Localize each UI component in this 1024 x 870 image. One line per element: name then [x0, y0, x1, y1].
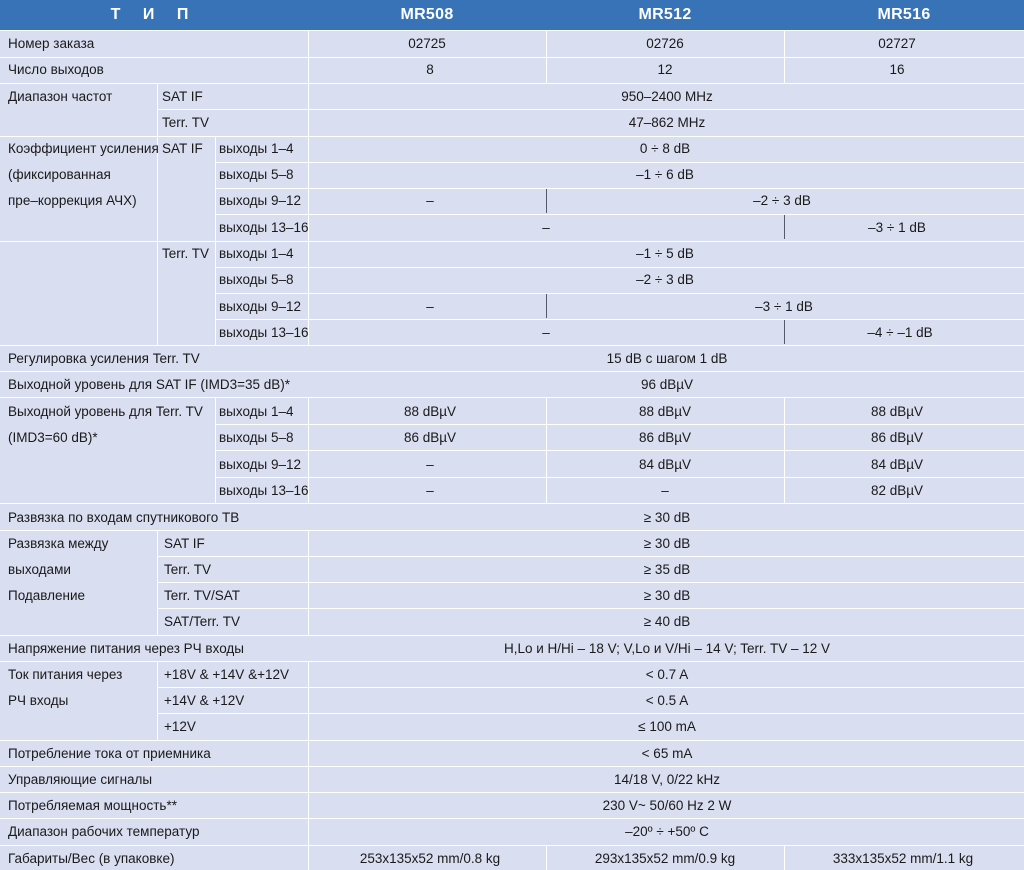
grid-line: [0, 397, 1024, 398]
row-label-gain-regulation: Регулировка усиления Terr. TV: [8, 351, 200, 366]
cell-dimensions-mr508: 253x135x52 mm/0.8 kg: [359, 851, 501, 866]
cell-output-terr-mr508: 88 dBµV: [403, 404, 457, 419]
grid-line: [308, 530, 309, 635]
grid-line: [215, 319, 1024, 320]
grid-line: [157, 241, 158, 345]
row-label-order: Номер заказа: [8, 36, 95, 51]
row-label-output-level-sat: Выходной уровень для SAT IF (IMD3=35 dB)*: [8, 377, 291, 392]
sub-label-outputs: выходы 5–8: [219, 167, 294, 182]
grid-line: [0, 635, 1024, 636]
grid-line: [308, 136, 309, 345]
cell-output-terr-mr512: 88 dBµV: [638, 404, 692, 419]
cell-supply-current-2: < 0.5 A: [645, 693, 689, 708]
row-label-supply-voltage: Напряжение питания через РЧ входы: [8, 641, 244, 656]
cell-output-terr-mr516: 84 dBµV: [870, 457, 924, 472]
header-model-mr508: MR508: [400, 6, 454, 23]
row-label-output-level-terr: Выходной уровень для Terr. TV: [8, 404, 203, 419]
grid-line: [157, 713, 1024, 714]
sub-label-terr-tv: Terr. TV: [164, 562, 212, 577]
cell-isolation-sat: ≥ 30 dB: [643, 510, 691, 525]
sub-label-sat-if: SAT IF: [164, 536, 205, 551]
row-label-isolation-sat: Развязка по входам спутникового ТВ: [8, 510, 240, 525]
grid-line: [0, 818, 1024, 819]
sub-label-voltage: +18V & +14V &+12V: [164, 667, 289, 682]
cell-isolation-out-terr: ≥ 35 dB: [643, 562, 691, 577]
grid-line: [308, 845, 309, 870]
cell-freq-terr: 47–862 MHz: [628, 115, 706, 130]
cell-freq-sat: 950–2400 MHz: [621, 89, 713, 104]
cell-gain-terr: –1 ÷ 5 dB: [636, 246, 694, 261]
sub-label-terr-tv: Terr. TV: [162, 246, 210, 261]
cell-receiver-current: < 65 mA: [641, 746, 693, 761]
grid-line: [546, 294, 547, 318]
cell-output-terr-mr516: 88 dBµV: [870, 404, 924, 419]
cell-gain-sat: 0 ÷ 8 dB: [639, 141, 691, 156]
sub-label-outputs: выходы 13–16: [219, 325, 309, 340]
cell-output-terr-mr512: 84 dBµV: [638, 457, 692, 472]
grid-line: [0, 766, 1024, 767]
grid-line: [215, 267, 1024, 268]
grid-line: [308, 740, 309, 845]
row-label-isolation-outputs: Развязка между: [8, 536, 109, 551]
grid-line: [784, 320, 785, 344]
sub-label-outputs: выходы 5–8: [219, 430, 294, 445]
sub-label-outputs: выходы 9–12: [219, 193, 302, 208]
cell-order-mr508: 02725: [408, 36, 446, 51]
row-label-power: Потребляемая мощность**: [8, 798, 177, 813]
row-label-gain: (фиксированная: [8, 167, 111, 182]
grid-line: [0, 83, 1024, 84]
cell-gain-terr: –: [542, 325, 550, 340]
row-label-output-level-terr: (IMD3=60 dB)*: [8, 430, 98, 445]
row-label-supply-current: РЧ входы: [8, 693, 69, 708]
grid-line: [0, 345, 1024, 346]
cell-output-terr-mr516: 82 dBµV: [870, 483, 924, 498]
grid-line: [0, 792, 1024, 793]
grid-line: [215, 188, 1024, 189]
cell-order-mr516: 02727: [878, 36, 916, 51]
cell-outputs-mr516: 16: [889, 62, 905, 77]
header-model-mr516: MR516: [877, 6, 931, 23]
cell-outputs-mr512: 12: [657, 62, 673, 77]
grid-line: [784, 845, 785, 870]
grid-line: [157, 608, 1024, 609]
cell-supply-voltage: H,Lo и H/Hi – 18 V; V,Lo и V/Hi – 14 V; Terr. TV – 12 V: [504, 641, 830, 656]
grid-line: [215, 397, 216, 503]
sub-label-outputs: выходы 13–16: [219, 483, 309, 498]
grid-line: [0, 740, 1024, 741]
header-type: Т И П: [110, 6, 198, 23]
sub-label-outputs: выходы 5–8: [219, 272, 294, 287]
cell-supply-current-3: ≤ 100 mA: [638, 719, 696, 734]
grid-line: [157, 83, 158, 241]
grid-line: [215, 450, 1024, 451]
row-label-isolation-outputs: выходами: [8, 562, 71, 577]
table-header: [0, 0, 1024, 30]
grid-line: [157, 109, 1024, 110]
grid-line: [0, 136, 1024, 137]
sub-label-terr-tv: Terr. TV: [162, 115, 210, 130]
cell-outputs-mr508: 8: [426, 62, 434, 77]
grid-line: [546, 845, 547, 870]
grid-line: [215, 477, 1024, 478]
cell-gain-sat: –3 ÷ 1 dB: [868, 220, 926, 235]
grid-line: [157, 530, 158, 635]
cell-gain-terr: –: [426, 299, 434, 314]
sub-label-outputs: выходы 9–12: [219, 299, 302, 314]
sub-label-outputs: выходы 1–4: [219, 404, 294, 419]
sub-label-voltage: +12V: [164, 719, 196, 734]
sub-label-terr-sat: Terr. TV/SAT: [164, 588, 241, 603]
row-label-gain: Коэффициент усиления: [8, 141, 159, 156]
cell-gain-terr: –3 ÷ 1 dB: [755, 299, 813, 314]
cell-gain-sat: –2 ÷ 3 dB: [753, 193, 811, 208]
row-label-suppression: Подавление: [8, 588, 86, 603]
sub-label-outputs: выходы 1–4: [219, 141, 294, 156]
grid-line: [0, 57, 1024, 58]
grid-line: [546, 397, 547, 503]
grid-line: [0, 530, 1024, 531]
grid-line: [215, 162, 1024, 163]
grid-line: [784, 30, 785, 83]
sub-label-outputs: выходы 9–12: [219, 457, 302, 472]
grid-line: [0, 30, 1024, 31]
grid-line: [157, 582, 1024, 583]
cell-output-terr-mr512: 86 dBµV: [638, 430, 692, 445]
header-model-mr512: MR512: [638, 6, 692, 23]
sub-label-voltage: +14V & +12V: [164, 693, 245, 708]
sub-label-outputs: выходы 1–4: [219, 246, 294, 261]
cell-suppression-2: ≥ 40 dB: [643, 614, 691, 629]
grid-line: [215, 136, 216, 345]
row-label-receiver-current: Потребление тока от приемника: [8, 746, 211, 761]
sub-label-sat-terr: SAT/Terr. TV: [164, 614, 241, 629]
grid-line: [215, 293, 1024, 294]
row-label-outputs: Число выходов: [8, 62, 104, 77]
grid-line: [157, 687, 1024, 688]
grid-line: [0, 661, 1024, 662]
grid-line: [0, 371, 1024, 372]
cell-gain-sat: –: [542, 220, 550, 235]
row-label-temperature: Диапазон рабочих температур: [8, 824, 200, 839]
cell-dimensions-mr512: 293x135x52 mm/0.9 kg: [594, 851, 736, 866]
cell-output-terr-mr508: –: [426, 457, 434, 472]
row-label-dimensions: Габариты/Вес (в упаковке): [8, 851, 175, 866]
sub-label-outputs: выходы 13–16: [219, 220, 309, 235]
cell-order-mr512: 02726: [646, 36, 684, 51]
grid-line: [0, 241, 1024, 242]
grid-line: [215, 214, 1024, 215]
grid-line: [0, 845, 1024, 846]
cell-isolation-out-sat: ≥ 30 dB: [643, 536, 691, 551]
grid-line: [546, 30, 547, 83]
cell-output-level-sat: 96 dBµV: [640, 377, 694, 392]
cell-output-terr-mr516: 86 dBµV: [870, 430, 924, 445]
cell-gain-terr: –2 ÷ 3 dB: [636, 272, 694, 287]
cell-output-terr-mr508: 86 dBµV: [403, 430, 457, 445]
row-label-gain: пре–коррекция АЧХ): [8, 193, 137, 208]
grid-line: [157, 556, 1024, 557]
row-label-frequency: Диапазон частот: [8, 89, 113, 104]
sub-label-sat-if: SAT IF: [162, 141, 203, 156]
cell-gain-terr: –4 ÷ –1 dB: [867, 325, 933, 340]
grid-line: [308, 661, 309, 740]
cell-gain-sat: –: [426, 193, 434, 208]
cell-control-signals: 14/18 V, 0/22 kHz: [613, 772, 721, 787]
row-label-control-signals: Управляющие сигналы: [8, 772, 153, 787]
cell-output-terr-mr508: –: [426, 483, 434, 498]
grid-line: [157, 661, 158, 740]
grid-line: [546, 189, 547, 213]
grid-line: [308, 30, 309, 83]
cell-gain-sat: –1 ÷ 6 dB: [636, 167, 694, 182]
grid-line: [215, 424, 1024, 425]
cell-suppression-1: ≥ 30 dB: [643, 588, 691, 603]
cell-supply-current-1: < 0.7 A: [645, 667, 689, 682]
grid-line: [784, 397, 785, 503]
cell-temperature: –20º ÷ +50º C: [625, 824, 709, 839]
grid-line: [308, 83, 309, 136]
row-label-supply-current: Ток питания через: [8, 667, 123, 682]
cell-dimensions-mr516: 333x135x52 mm/1.1 kg: [832, 851, 974, 866]
grid-line: [784, 215, 785, 239]
cell-output-terr-mr512: –: [661, 483, 669, 498]
cell-power: 230 V~ 50/60 Hz 2 W: [602, 798, 732, 813]
grid-line: [0, 503, 1024, 504]
cell-gain-regulation: 15 dB с шагом 1 dB: [606, 351, 728, 366]
sub-label-sat-if: SAT IF: [162, 89, 203, 104]
